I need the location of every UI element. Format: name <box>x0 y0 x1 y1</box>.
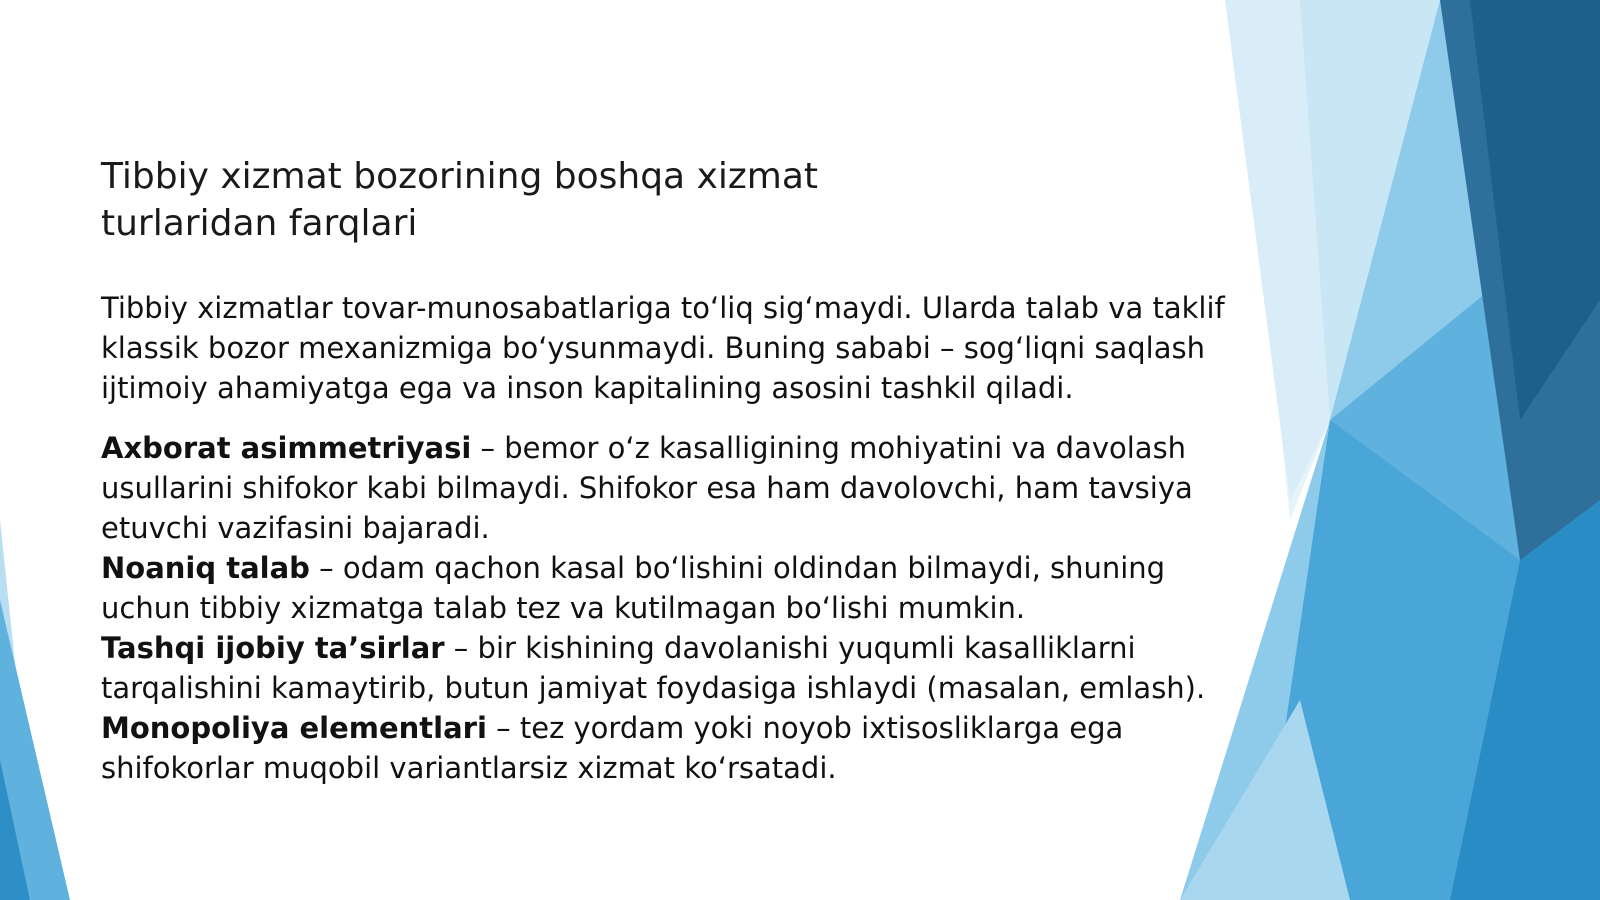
point-text: – bir kishining davolanishi yuqumli kasalliklarni tarqalishini kamaytirib, butun jamiyat foydasiga ishlaydi (masalan, emlash). <box>101 631 1206 705</box>
list-item <box>101 428 1231 548</box>
list-item <box>101 628 1231 708</box>
point-term: Tashqi ijobiy ta’sirlar <box>101 631 445 665</box>
point-term: Monopoliya elementlari <box>101 711 487 745</box>
point-term: Axborat asimmetriyasi <box>101 431 472 465</box>
point-term: Noaniq talab <box>101 551 310 585</box>
list-item <box>101 548 1231 628</box>
point-text: – bemor o‘z kasalligining mohiyatini va davolash usullarini shifokor kabi bilmaydi. Shifokor esa ham davolovchi, ham tavsiya etuvchi vazifasini bajaradi. <box>101 431 1193 545</box>
point-text: – odam qachon kasal bo‘lishini oldindan bilmaydi, shuning uchun tibbiy xizmatga talab tez va kutilmagan bo‘lishi mumkin. <box>101 551 1166 625</box>
intro-paragraph: Tibbiy xizmatlar tovar-munosabatlariga to‘liq sig‘maydi. Ularda talab va taklif klassik bozor mexanizmiga bo‘ysunmaydi. Buning sababi – sog‘liqni saqlash ijtimoiy ahamiyatga ega va inson kapitalining asosini tashkil qiladi. <box>101 291 1225 405</box>
slide-title: Tibbiy xizmat bozorining boshqa xizmat turlaridan farqlari <box>101 156 819 244</box>
points-list <box>101 428 1231 788</box>
point-text: – tez yordam yoki noyob ixtisosliklarga ega shifokorlar muqobil variantlarsiz xizmat ko‘rsatadi. <box>101 711 1124 785</box>
list-item <box>101 708 1231 788</box>
